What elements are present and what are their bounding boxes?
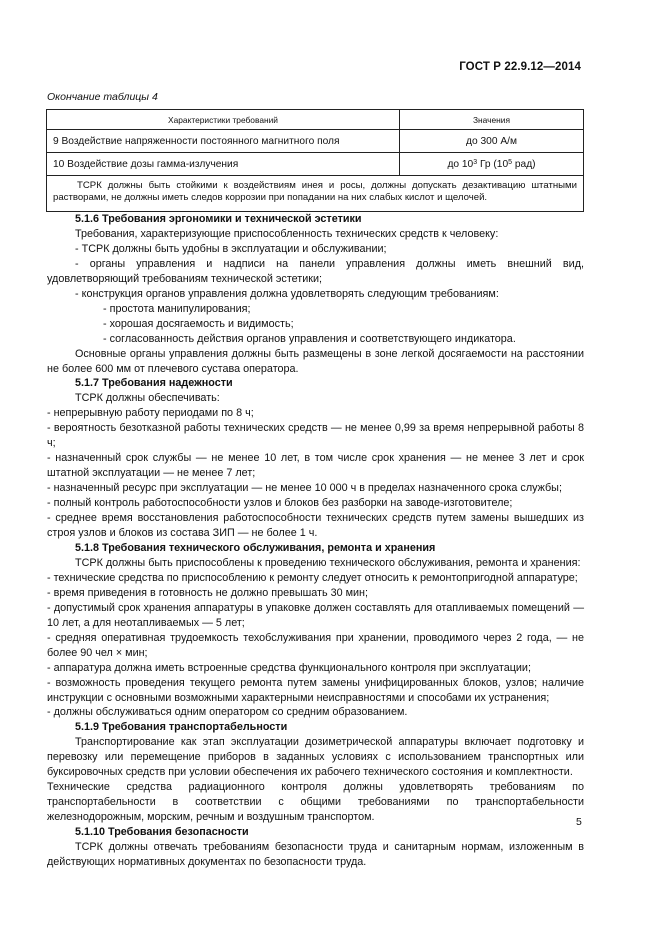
standard-designation: ГОСТ Р 22.9.12—2014 bbox=[459, 61, 581, 73]
table-row bbox=[47, 130, 584, 153]
table-note: ТСРК должны быть стойкими к воздействиям инея и росы, должны допускать дезактивацию штатными растворами, не должны иметь следов коррозии при попадании на них слабых кислот и щелочей. bbox=[47, 176, 584, 212]
list-item: - полный контроль работоспособности узлов и блоков без разборки на заводе-изготовителе; bbox=[47, 497, 513, 510]
requirements-table bbox=[46, 109, 584, 212]
paragraph: Технические средства радиационного контроля должны удовлетворять требованиям по транспортабельности в соответствии с общими требованиями по транспортабельности железнодорожным, морским, речным и воздушным транспортом. bbox=[47, 781, 584, 824]
document-body bbox=[47, 212, 584, 870]
section-heading: 5.1.9 Требования транспортабельности bbox=[75, 721, 288, 734]
list-item: - технические средства по приспособлению к ремонту следует относить к ремонтопригодной аппаратуре; bbox=[47, 571, 578, 584]
row-9-value: до 300 А/м bbox=[400, 130, 584, 153]
section-heading: 5.1.7 Требования надежности bbox=[75, 377, 233, 390]
list-item: - конструкция органов управления должна удовлетворять следующим требованиям: bbox=[75, 287, 499, 300]
paragraph: Транспортирование как этап эксплуатации дозиметрической аппаратуры включает подготовку и перевозку или перемещение приборов в заданных условиях с использованием транспортных или буксировочных средств при условии обеспечения их рабочего технического состояния и комплектности. bbox=[47, 736, 584, 779]
row-10-name: 10 Воздействие дозы гамма-излучения bbox=[47, 153, 400, 176]
column-header-characteristics: Характеристики требований bbox=[47, 110, 400, 130]
paragraph: ТСРК должны отвечать требованиям безопасности труда и санитарным нормам, изложенным в действующих нормативных документах по безопасности труда. bbox=[47, 841, 584, 868]
table-note-row bbox=[47, 176, 584, 212]
table-row bbox=[47, 153, 584, 176]
list-item: - непрерывную работу периодами по 8 ч; bbox=[47, 407, 254, 420]
sub-list-item: - согласованность действия органов управления и соответствующего индикатора. bbox=[103, 332, 516, 345]
list-item: - назначенный срок службы — не менее 10 лет, в том числе срок хранения — не менее 3 лет и срок штатной эксплуатации — не менее 7 лет; bbox=[47, 452, 584, 480]
sub-list-item: - простота манипулирования; bbox=[103, 302, 251, 315]
list-item: - органы управления и надписи на панели управления должны иметь внешний вид, удовлетворяющий требованиям технической эстетики; bbox=[47, 257, 584, 285]
list-item: - возможность проведения текущего ремонта путем замены унифицированных блоков, узлов; наличие инструкции с основными возможными характерными неисправностями и способами их устранения; bbox=[47, 676, 584, 704]
section-heading: 5.1.6 Требования эргономики и технической эстетики bbox=[75, 213, 362, 225]
page-number: 5 bbox=[576, 816, 582, 828]
list-item: - среднее время восстановления работоспособности технических средств путем замены вышедших из строя узлов и блоков из состава ЗИП — не более 1 ч. bbox=[47, 512, 584, 540]
list-item: - вероятность безотказной работы технических средств — не менее 0,99 за время непрерывной работы 8 ч; bbox=[47, 422, 584, 450]
section-heading: 5.1.8 Требования технического обслуживания, ремонта и хранения bbox=[75, 541, 436, 554]
list-item: - время приведения в готовность не должно превышать 30 мин; bbox=[47, 586, 369, 599]
column-header-values: Значения bbox=[400, 110, 584, 130]
list-item: - аппаратура должна иметь встроенные средства функционального контроля при эксплуатации; bbox=[47, 661, 531, 674]
row-9-name: 9 Воздействие напряженности постоянного магнитного поля bbox=[47, 130, 400, 153]
table-header-row bbox=[47, 110, 584, 130]
list-item: - допустимый срок хранения аппаратуры в упаковке должен составлять для отапливаемых помещений — 10 лет, а для неотапливаемых — 5 лет; bbox=[47, 601, 584, 629]
list-item: - назначенный ресурс при эксплуатации — не менее 10 000 ч в пределах назначенного срока службы; bbox=[47, 482, 562, 495]
row-10-value: до $10^3$ Гр ($10^5$ рад) bbox=[400, 153, 584, 176]
sub-list-item: - хорошая досягаемость и видимость; bbox=[103, 317, 294, 330]
paragraph: Требования, характеризующие приспособленность технических средств к человеку: bbox=[75, 227, 499, 240]
list-item: - ТСРК должны быть удобны в эксплуатации и обслуживании; bbox=[75, 242, 387, 255]
paragraph: ТСРК должны быть приспособлены к проведению технического обслуживания, ремонта и хранения: bbox=[75, 556, 581, 569]
paragraph: Основные органы управления должны быть размещены в зоне легкой досягаемости на расстоянии не более 600 мм от плечевого сустава оператора. bbox=[47, 347, 584, 375]
list-item: - средняя оперативная трудоемкость техобслуживания при хранении, проводимого через 2 года, — не более 90 чел × мин; bbox=[47, 631, 584, 659]
section-heading: 5.1.10 Требования безопасности bbox=[75, 826, 249, 839]
table-caption: Окончание таблицы 4 bbox=[47, 91, 158, 103]
list-item: - должны обслуживаться одним оператором со средним образованием. bbox=[47, 706, 408, 719]
paragraph: ТСРК должны обеспечивать: bbox=[75, 392, 220, 405]
